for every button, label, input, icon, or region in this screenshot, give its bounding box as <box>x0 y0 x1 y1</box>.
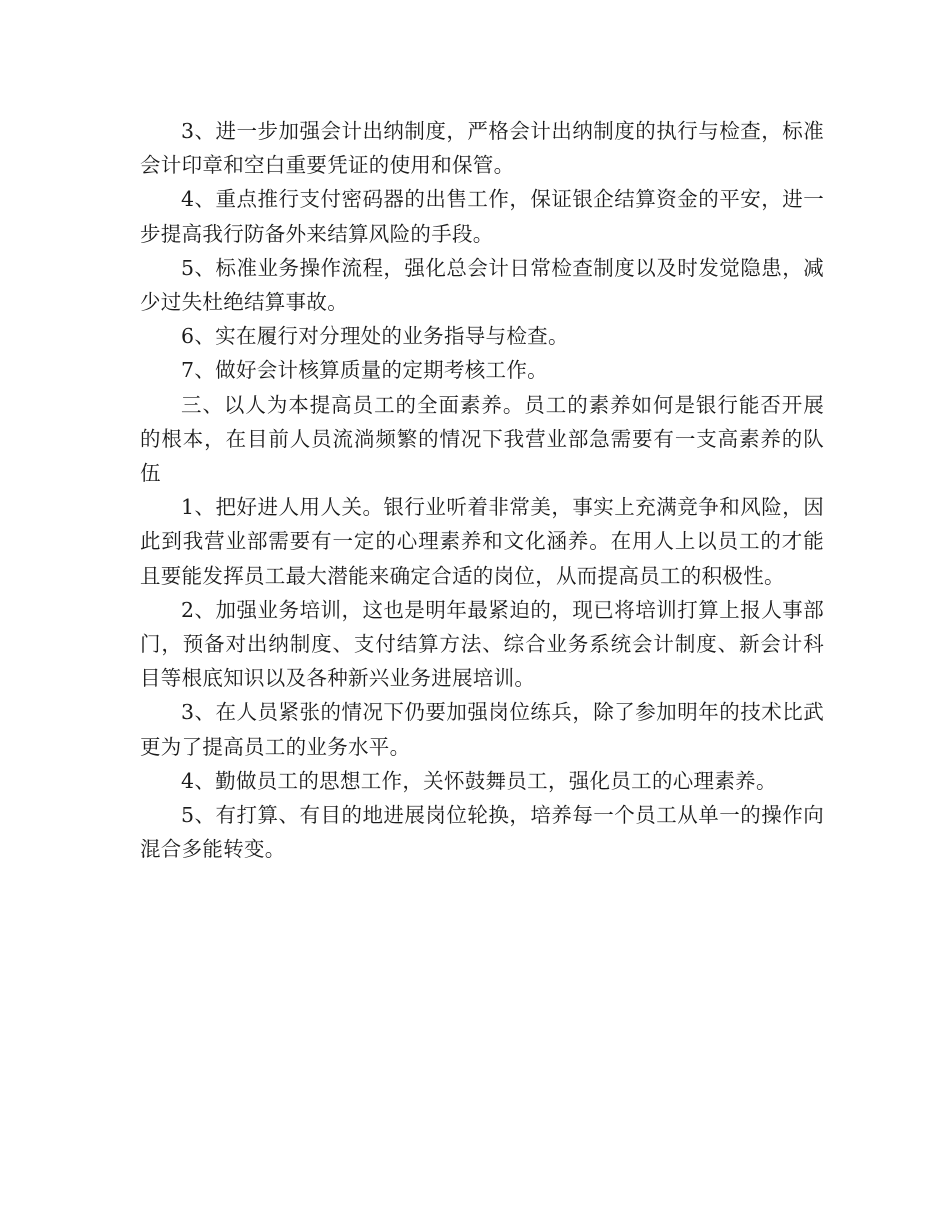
paragraph-item-6-guidance: 6、实在履行对分理处的业务指导与检查。 <box>181 324 569 349</box>
paragraph-item-4-password-device: 4、重点推行支付密码器的出售工作，保证银企结算资金的平安，进一步提高我行防备外来结算风险的手段。 <box>140 187 824 246</box>
paragraph-staff-5-rotation: 5、有打算、有目的地进展岗位轮换，培养每一个员工从单一的操作向混合多能转变。 <box>140 803 824 862</box>
paragraph-item-3-accounting: 3、进一步加强会计出纳制度，严格会计出纳制度的执行与检查，标准会计印章和空白重要凭证的使用和保管。 <box>140 119 824 178</box>
section-heading-people-first: 三、以人为本提高员工的全面素养。员工的素养如何是银行能否开展的根本，在目前人员流淌频繁的情况下我营业部急需要有一支高素养的队伍 <box>140 392 824 486</box>
paragraph-item-7-assessment: 7、做好会计核算质量的定期考核工作。 <box>181 358 548 383</box>
paragraph-staff-4-morale: 4、勤做员工的思想工作，关怀鼓舞员工，强化员工的心理素养。 <box>181 768 777 793</box>
document-body <box>140 114 824 866</box>
paragraph-staff-1-hiring: 1、把好进人用人关。银行业听着非常美，事实上充满竞争和风险，因此到我营业部需要有一定的心理素养和文化涵养。在用人上以员工的才能且要能发挥员工最大潜能来确定合适的岗位，从而提高员工的积极性。 <box>140 495 824 588</box>
paragraph-item-5-workflow: 5、标准业务操作流程，强化总会计日常检查制度以及时发觉隐患，减少过失杜绝结算事故。 <box>140 255 824 315</box>
paragraph-staff-3-practice: 3、在人员紧张的情况下仍要加强岗位练兵，除了参加明年的技术比武更为了提高员工的业务水平。 <box>140 700 824 759</box>
paragraph-staff-2-training: 2、加强业务培训，这也是明年最紧迫的，现已将培训打算上报人事部门，预备对出纳制度、支付结算方法、综合业务系统会计制度、新会计科目等根底知识以及各种新兴业务进展培训。 <box>140 597 824 691</box>
